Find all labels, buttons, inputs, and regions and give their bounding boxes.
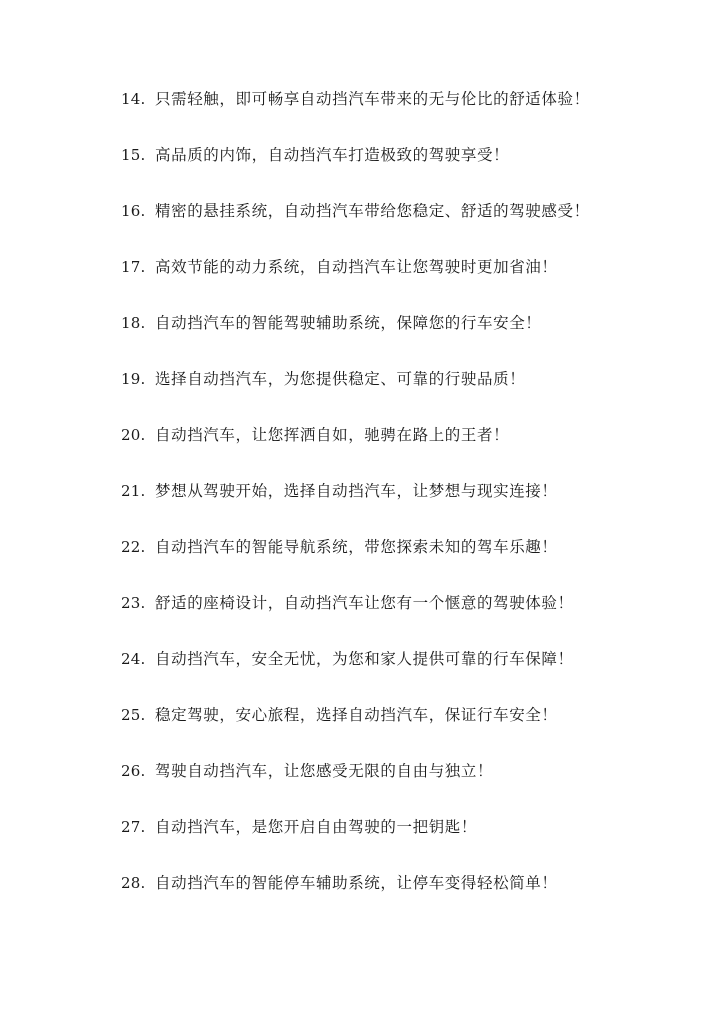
item-number: 22. — [121, 538, 146, 556]
item-number: 14. — [121, 90, 146, 108]
item-text: 选择自动挡汽车，为您提供稳定、可靠的行驶品质！ — [155, 370, 526, 388]
item-text: 自动挡汽车，是您开启自由驾驶的一把钥匙！ — [155, 818, 478, 836]
item-number: 28. — [121, 874, 146, 892]
item-number: 27. — [121, 818, 146, 836]
slogan-list — [121, 86, 681, 926]
item-text: 精密的悬挂系统，自动挡汽车带给您稳定、舒适的驾驶感受！ — [155, 202, 590, 220]
list-item — [121, 702, 681, 758]
item-text: 只需轻触，即可畅享自动挡汽车带来的无与伦比的舒适体验！ — [155, 90, 590, 108]
list-item — [121, 310, 681, 366]
item-number: 25. — [121, 706, 146, 724]
item-text: 舒适的座椅设计，自动挡汽车让您有一个惬意的驾驶体验！ — [155, 594, 574, 612]
item-text: 梦想从驾驶开始，选择自动挡汽车，让梦想与现实连接！ — [155, 482, 558, 500]
list-item — [121, 142, 681, 198]
item-number: 23. — [121, 594, 146, 612]
item-number: 19. — [121, 370, 146, 388]
item-number: 16. — [121, 202, 146, 220]
list-item — [121, 254, 681, 310]
list-item — [121, 646, 681, 702]
item-number: 26. — [121, 762, 146, 780]
list-item — [121, 366, 681, 422]
item-text: 自动挡汽车的智能停车辅助系统，让停车变得轻松简单！ — [155, 874, 558, 892]
item-text: 自动挡汽车，安全无忧，为您和家人提供可靠的行车保障！ — [155, 650, 574, 668]
list-item — [121, 590, 681, 646]
item-text: 自动挡汽车的智能驾驶辅助系统，保障您的行车安全！ — [155, 314, 542, 332]
item-text: 高品质的内饰，自动挡汽车打造极致的驾驶享受！ — [155, 146, 510, 164]
list-item — [121, 422, 681, 478]
item-number: 17. — [121, 258, 146, 276]
item-number: 18. — [121, 314, 146, 332]
list-item — [121, 86, 681, 142]
list-item — [121, 870, 681, 926]
item-text: 自动挡汽车的智能导航系统，带您探索未知的驾车乐趣！ — [155, 538, 558, 556]
item-text: 稳定驾驶，安心旅程，选择自动挡汽车，保证行车安全！ — [155, 706, 558, 724]
item-number: 20. — [121, 426, 146, 444]
item-number: 24. — [121, 650, 146, 668]
list-item — [121, 534, 681, 590]
list-item — [121, 758, 681, 814]
item-number: 15. — [121, 146, 146, 164]
list-item — [121, 198, 681, 254]
list-item — [121, 814, 681, 870]
item-number: 21. — [121, 482, 146, 500]
item-text: 驾驶自动挡汽车，让您感受无限的自由与独立！ — [155, 762, 494, 780]
list-item — [121, 478, 681, 534]
item-text: 高效节能的动力系统，自动挡汽车让您驾驶时更加省油！ — [155, 258, 558, 276]
item-text: 自动挡汽车，让您挥洒自如，驰骋在路上的王者！ — [155, 426, 510, 444]
